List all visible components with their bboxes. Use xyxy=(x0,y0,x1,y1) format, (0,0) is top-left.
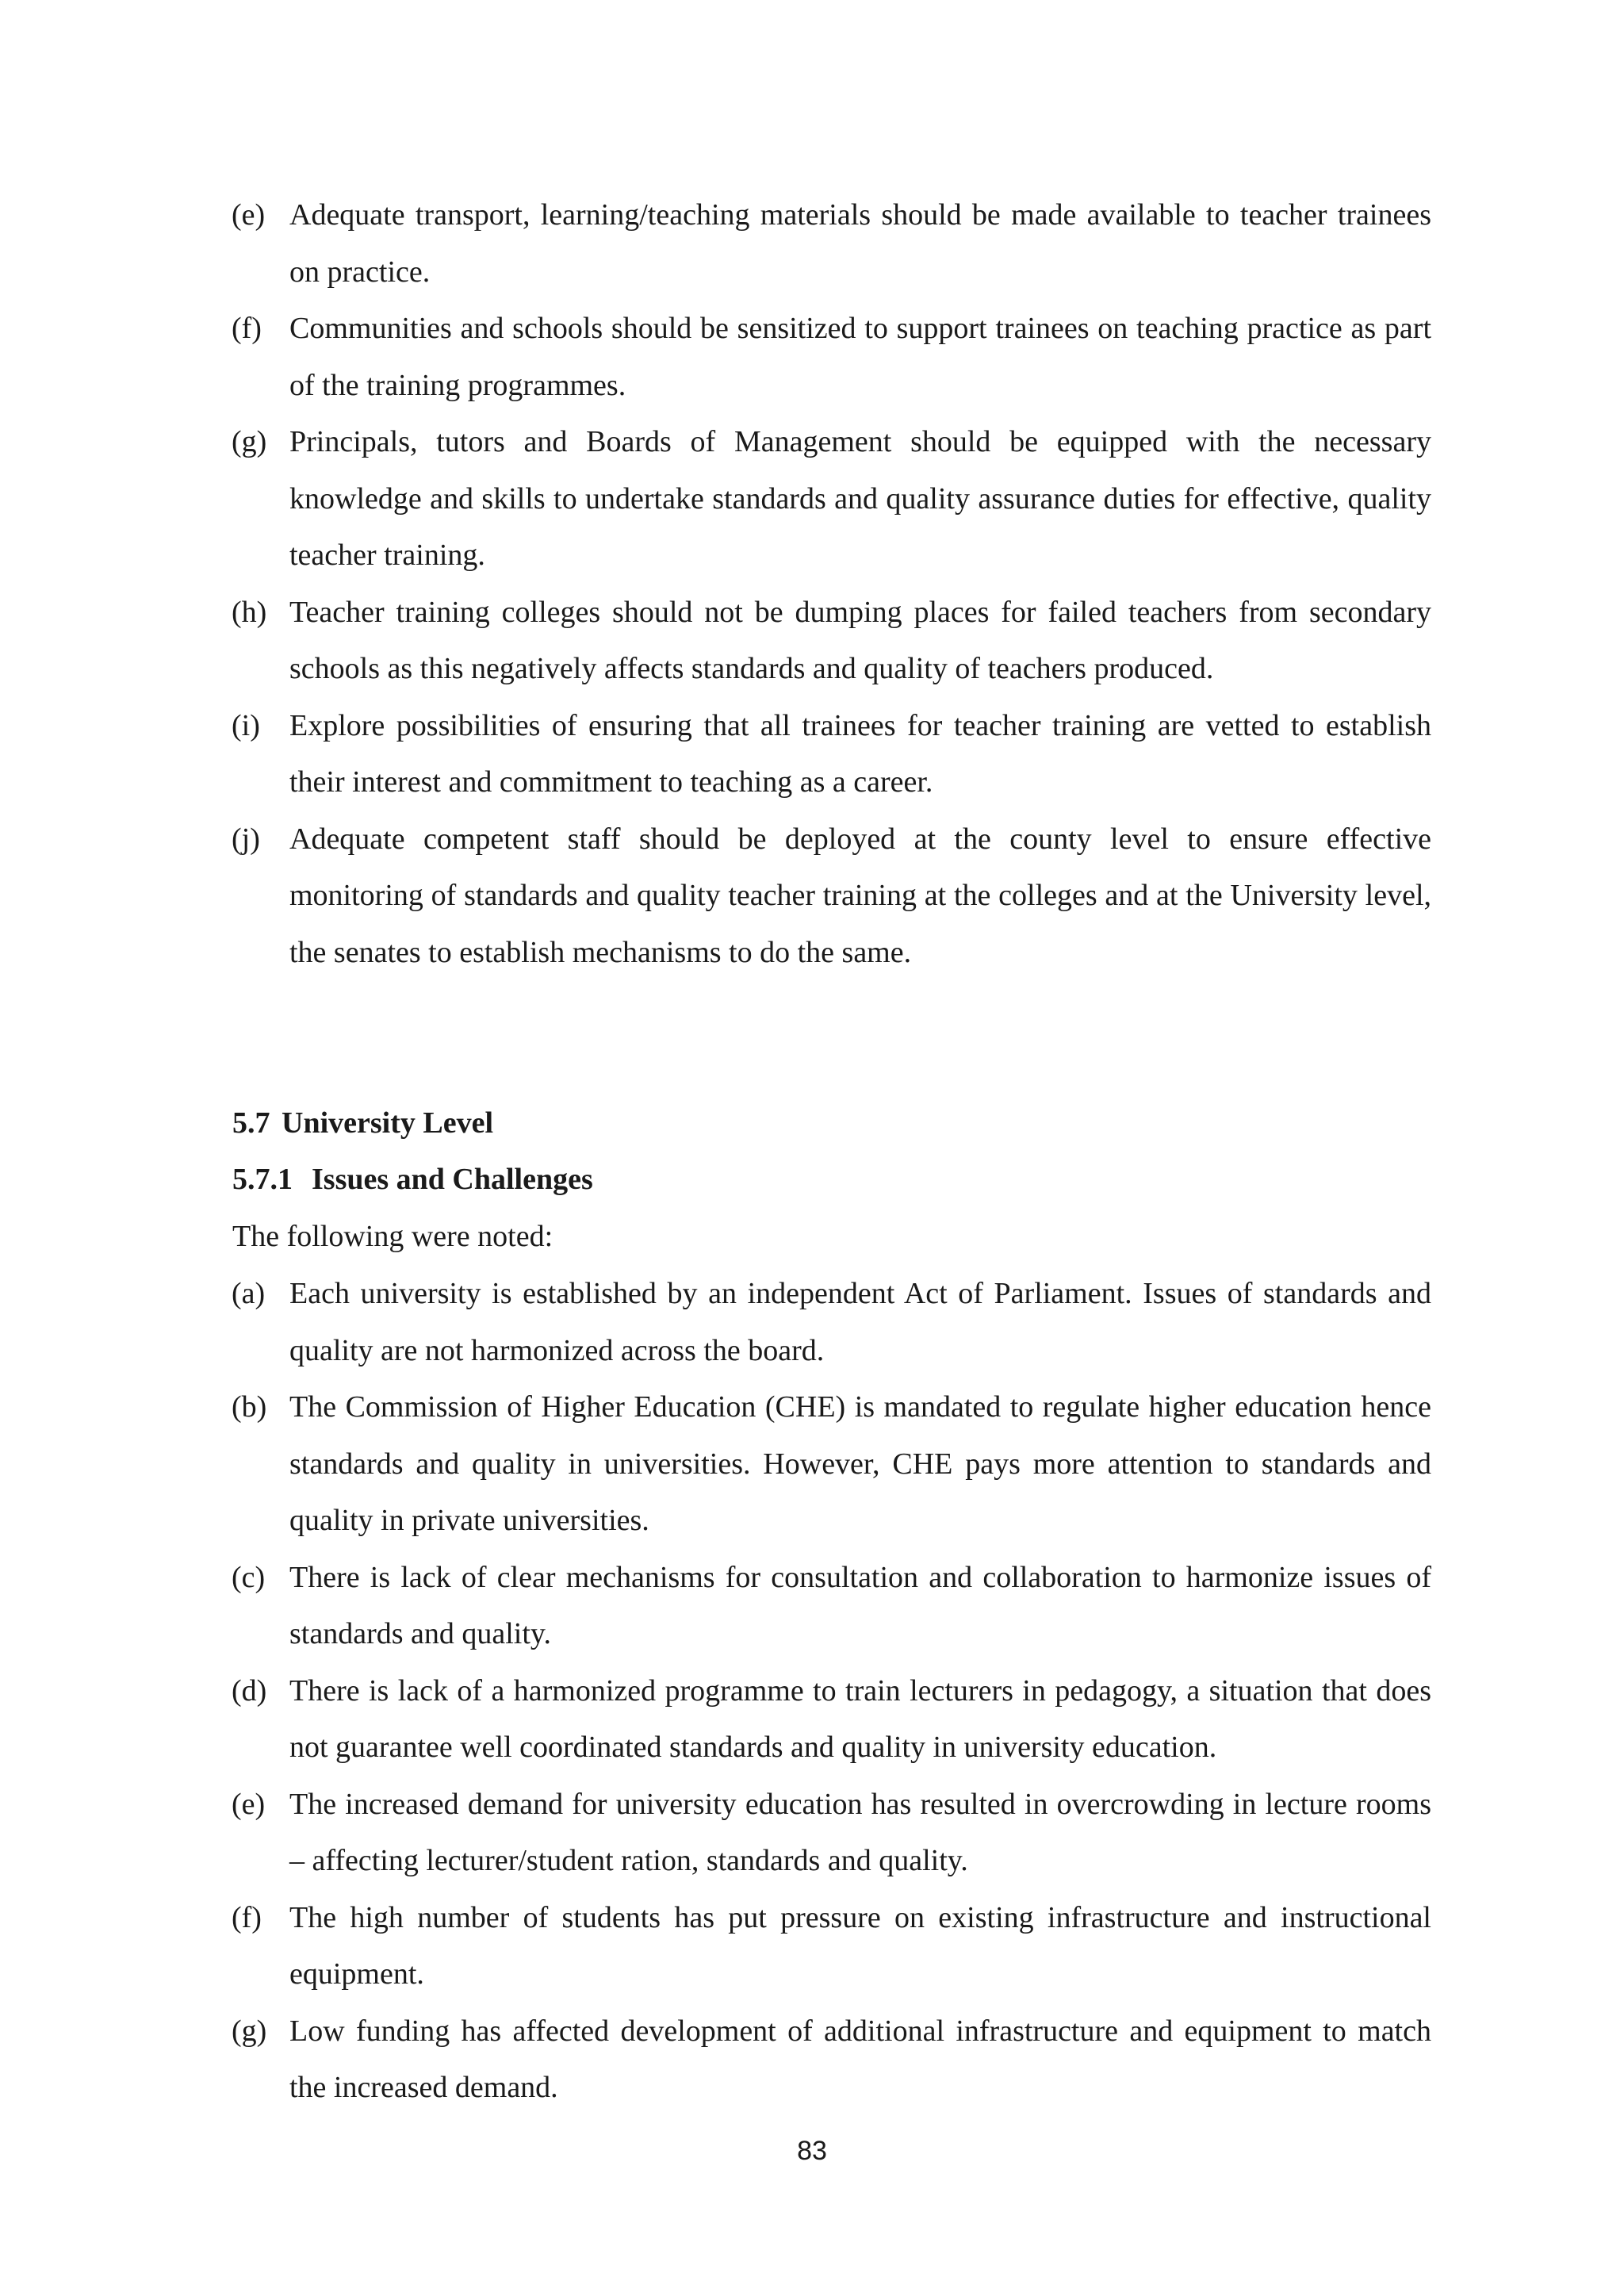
list-marker: (e) xyxy=(232,1787,266,1821)
recommendations-list xyxy=(0,187,1624,981)
list-item-text: The high number of students has put pressure on existing infrastructure and instructional equipment. xyxy=(289,1900,1431,1991)
section-title: University Level xyxy=(282,1106,494,1140)
list-marker: (e) xyxy=(232,198,266,232)
list-item xyxy=(0,1266,1624,1379)
list-marker: (a) xyxy=(232,1277,266,1310)
list-item xyxy=(0,1379,1624,1550)
list-item-text: Teacher training colleges should not be dumping places for failed teachers from secondary schools as this negatively affects standards and quality of teachers produced. xyxy=(289,595,1431,685)
list-item-text: There is lack of a harmonized programme to train lecturers in pedagogy, a situation that does not guarantee well coordinated standards and quality in university education. xyxy=(289,1673,1431,1764)
list-item xyxy=(0,301,1624,414)
list-item xyxy=(0,585,1624,698)
list-marker: (d) xyxy=(232,1673,267,1708)
list-item xyxy=(0,1550,1624,1663)
list-item-text: Explore possibilities of ensuring that all trainees for teacher training are vetted to establish their interest and commitment to teaching as a career. xyxy=(289,708,1431,799)
list-marker: (b) xyxy=(232,1390,267,1424)
list-item-text: The increased demand for university education has resulted in overcrowding in lecture rooms – affecting lecturer/student ration, standards and quality. xyxy=(289,1787,1431,1877)
list-marker: (j) xyxy=(232,822,260,856)
intro-text: The following were noted: xyxy=(232,1220,553,1253)
list-marker: (f) xyxy=(232,312,262,345)
page-number: 83 xyxy=(797,2136,827,2166)
list-item xyxy=(0,1890,1624,2003)
list-item xyxy=(0,1663,1624,1777)
list-marker: (g) xyxy=(232,2014,267,2048)
list-marker: (c) xyxy=(232,1560,266,1594)
issues-list xyxy=(0,1266,1624,2117)
list-item-text: Adequate transport, learning/teaching materials should be made available to teacher trainees on practice. xyxy=(289,198,1431,289)
list-item-text: Low funding has affected development of additional infrastructure and equipment to match the increased demand. xyxy=(289,2014,1431,2104)
list-marker: (i) xyxy=(232,708,260,742)
list-item xyxy=(0,414,1624,585)
subsection-title: Issues and Challenges xyxy=(312,1163,593,1196)
list-item xyxy=(0,187,1624,301)
subsection-heading xyxy=(232,1152,593,1208)
list-item-text: Adequate competent staff should be deployed at the county level to ensure effective monitoring of standards and quality teacher training at the colleges and at the University level, the senates to establish mechanisms to do the same. xyxy=(289,822,1431,969)
list-item-text: Principals, tutors and Boards of Management should be equipped with the necessary knowledge and skills to undertake standards and quality assurance duties for effective, quality teacher training. xyxy=(289,425,1431,572)
list-item-text: The Commission of Higher Education (CHE) is mandated to regulate higher education hence standards and quality in universities. However, CHE pays more attention to standards and quality in private universities. xyxy=(289,1390,1431,1537)
list-marker: (h) xyxy=(232,595,267,629)
section-number: 5.7 xyxy=(232,1106,270,1140)
list-item xyxy=(0,2003,1624,2117)
section-heading xyxy=(232,1095,493,1152)
subsection-number: 5.7.1 xyxy=(232,1163,293,1196)
list-marker: (f) xyxy=(232,1900,262,1934)
list-item-text: Communities and schools should be sensitized to support trainees on teaching practice as part of the training programmes. xyxy=(289,312,1431,402)
list-item-text: There is lack of clear mechanisms for consultation and collaboration to harmonize issues of standards and quality. xyxy=(289,1560,1431,1650)
list-item-text: Each university is established by an independent Act of Parliament. Issues of standards and quality are not harmonized across the board. xyxy=(289,1277,1431,1367)
list-item xyxy=(0,698,1624,811)
list-item xyxy=(0,1777,1624,1890)
list-marker: (g) xyxy=(232,425,267,458)
list-item xyxy=(0,811,1624,982)
